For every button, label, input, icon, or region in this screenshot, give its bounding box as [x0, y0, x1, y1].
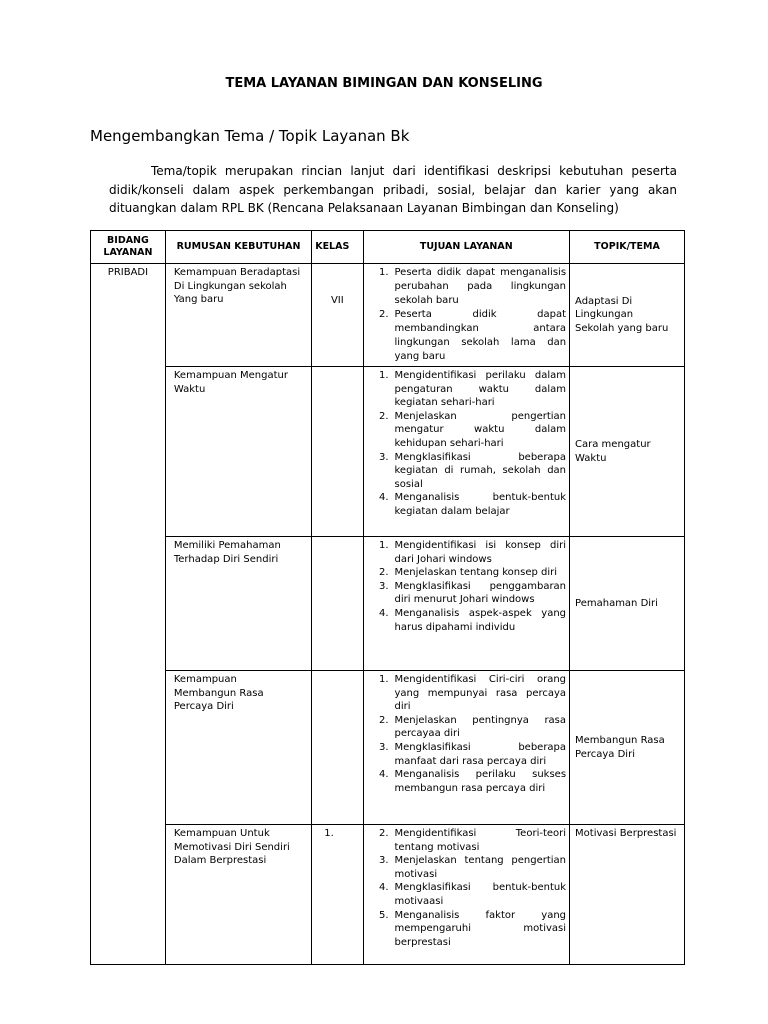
list-item: 2. Menjelaskan pentingnya rasa percayaa diri: [378, 714, 567, 740]
tujuan-list: [367, 266, 567, 364]
bidang-cell: PRIBADI: [91, 264, 166, 367]
section-subtitle: Mengembangkan Tema / Topik Layanan Bk: [90, 127, 410, 145]
header-bidang-layanan: BIDANG LAYANAN: [91, 231, 166, 264]
bidang-cell-empty: [91, 537, 166, 671]
table-row: [91, 367, 685, 537]
header-tujuan-layanan: TUJUAN LAYANAN: [363, 231, 570, 264]
topik-cell: Motivasi Berprestasi: [570, 825, 685, 965]
tujuan-cell: [363, 825, 570, 965]
kelas-cell: [312, 367, 363, 537]
header-rumusan-kebutuhan: RUMUSAN KEBUTUHAN: [165, 231, 311, 264]
list-item: 3. Menjelaskan tentang pengertian motivasi: [378, 855, 567, 880]
table-header-row: [91, 231, 685, 264]
list-item: 4. Menganalisis bentuk-bentuk kegiatan dalam belajar: [378, 492, 567, 517]
tujuan-list: [367, 673, 567, 795]
table-row: [91, 825, 685, 965]
tujuan-list: [367, 827, 567, 949]
kelas-cell: [312, 671, 363, 825]
list-item: 2. Menjelaskan tentang konsep diri: [378, 567, 558, 579]
topik-cell: Adaptasi Di Lingkungan Sekolah yang baru: [570, 264, 685, 367]
header-kelas: KELAS: [312, 231, 363, 264]
tujuan-list: [367, 369, 567, 519]
list-item: 3. Mengklasifikasi beberapa kegiatan di rumah, sekolah dan sosial: [378, 451, 567, 490]
tujuan-cell: [363, 367, 570, 537]
list-item: 1. Mengidentifikasi isi konsep diri dari Johari windows: [378, 540, 567, 565]
list-item: 3. Mengklasifikasi penggambaran diri menurut Johari windows: [378, 580, 567, 606]
topik-cell: Membangun Rasa Percaya Diri: [570, 671, 685, 825]
bidang-cell-empty: [91, 825, 166, 965]
rumusan-cell: Memiliki Pemahaman Terhadap Diri Sendiri: [165, 537, 311, 671]
rumusan-cell: Kemampuan Mengatur Waktu: [165, 367, 311, 537]
table-row: [91, 264, 685, 367]
list-item: 2. Peserta didik dapat membandingkan antara lingkungan sekolah lama dan yang baru: [378, 309, 567, 362]
table-row: [91, 537, 685, 671]
list-item: 1. Peserta didik dapat menganalisis perubahan pada lingkungan sekolah baru: [378, 267, 567, 306]
tujuan-cell: [363, 537, 570, 671]
kelas-cell: VII: [312, 264, 363, 367]
topik-cell: Pemahaman Diri: [570, 537, 685, 671]
rumusan-cell: Kemampuan Untuk Memotivasi Diri Sendiri Dalam Berprestasi: [165, 825, 311, 965]
table-row: [91, 671, 685, 825]
list-item: 2. Menjelaskan pengertian mengatur waktu dalam kehidupan sehari-hari: [378, 410, 567, 449]
tujuan-cell: [363, 671, 570, 825]
topik-cell: Cara mengatur Waktu: [570, 367, 685, 537]
rumusan-cell: Kemampuan Beradaptasi Di Lingkungan sekolah Yang baru: [165, 264, 311, 367]
list-item: 1. Mengidentifikasi Ciri-ciri orang yang mempunyai rasa percaya diri: [378, 674, 567, 713]
header-topik-tema: TOPIK/TEMA: [570, 231, 685, 264]
document-title: TEMA LAYANAN BIMINGAN DAN KONSELING: [225, 76, 543, 91]
rumusan-cell: Kemampuan Membangun Rasa Percaya Diri: [165, 671, 311, 825]
list-item: 4. Mengklasifikasi bentuk-bentuk motivaasi: [378, 882, 567, 907]
list-item: 4. Menganalisis aspek-aspek yang harus dipahami individu: [378, 607, 567, 633]
list-item: 1. Mengidentifikasi perilaku dalam pengaturan waktu dalam kegiatan sehari-hari: [378, 370, 567, 409]
service-theme-table: [90, 230, 685, 965]
list-item: 3. Mengklasifikasi beberapa manfaat dari rasa percaya diri: [378, 741, 567, 767]
list-item: 4. Menganalisis perilaku sukses membangun rasa percaya diri: [378, 769, 567, 794]
bidang-cell-empty: [91, 367, 166, 537]
kelas-cell: [312, 537, 363, 671]
tujuan-cell: [363, 264, 570, 367]
intro-paragraph: Tema/topik merupakan rincian lanjut dari identifikasi deskripsi kebutuhan peserta didik/konseli dalam aspek perkembangan pribadi, sosial, belajar dan karier yang akan dituangkan dalam RPL BK (Rencana Pelaksanaan Layanan Bimbingan dan Konseling): [109, 164, 677, 215]
list-item: 2. Mengidentifikasi Teori-teori tentang motivasi: [378, 828, 567, 853]
bidang-cell-empty: [91, 671, 166, 825]
kelas-cell: 1.: [312, 825, 363, 965]
list-item: 5. Menganalisis faktor yang mempengaruhi motivasi berprestasi: [378, 909, 567, 948]
tujuan-list: [367, 539, 567, 634]
